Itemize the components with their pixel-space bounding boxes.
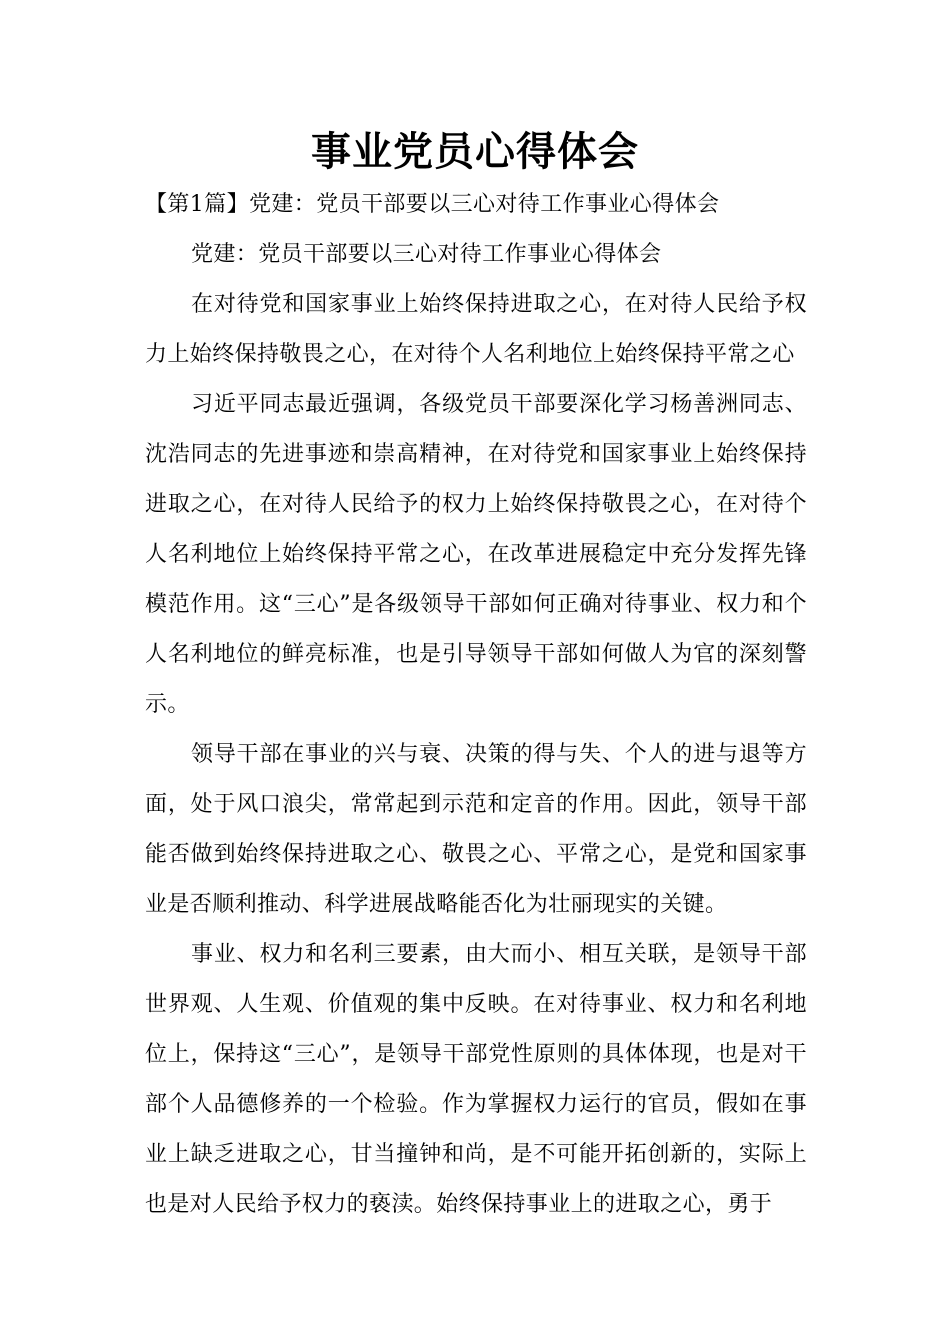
document-body: [145, 180, 807, 1230]
paragraph-heading: 【第1篇】党建：党员干部要以三心对待工作事业心得体会: [145, 192, 720, 217]
paragraph: 领导干部在事业的兴与衰、决策的得与失、个人的进与退等方面，处于风口浪尖，常常起到示范和定音的作用。因此，领导干部能否做到始终保持进取之心、敬畏之心、平常之心，是党和国家事业是否顺利推动、科学进展战略能否化为壮丽现实的关键。: [145, 742, 807, 917]
paragraph: 习近平同志最近强调，各级党员干部要深化学习杨善洲同志、沈浩同志的先进事迹和崇高精神，在对待党和国家事业上始终保持进取之心，在对待人民给予的权力上始终保持敬畏之心，在对待个人名利地位上始终保持平常之心，在改革进展稳定中充分发挥先锋模范作用。这“三心”是各级领导干部如何正确对待事业、权力和个人名利地位的鲜亮标准，也是引导领导干部如何做人为官的深刻警示。: [145, 392, 807, 717]
paragraph: 党建：党员干部要以三心对待工作事业心得体会: [191, 242, 662, 267]
paragraph: 在对待党和国家事业上始终保持进取之心，在对待人民给予权力上始终保持敬畏之心，在对待个人名利地位上始终保持平常之心: [145, 292, 807, 367]
paragraph: 事业、权力和名利三要素，由大而小、相互关联，是领导干部世界观、人生观、价值观的集中反映。在对待事业、权力和名利地位上，保持这“三心”，是领导干部党性原则的具体体现，也是对干部个人品德修养的一个检验。作为掌握权力运行的官员，假如在事业上缺乏进取之心，甘当撞钟和尚，是不可能开拓创新的，实际上也是对人民给予权力的亵渎。始终保持事业上的进取之心，勇于: [145, 942, 807, 1217]
document-title: 事业党员心得体会: [311, 129, 639, 175]
